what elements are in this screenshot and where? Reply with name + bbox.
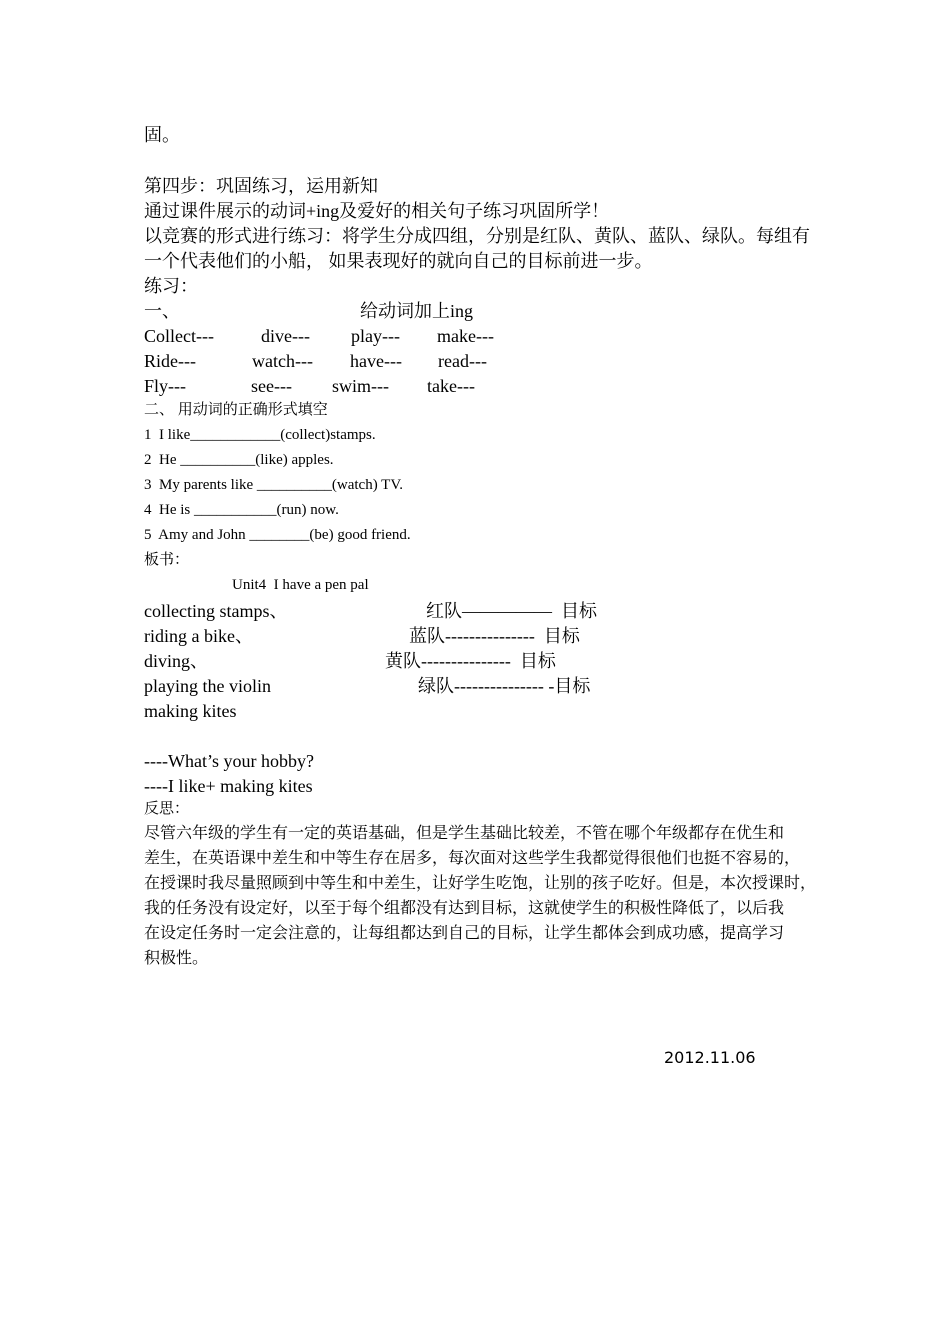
exercise-item: 1 I like____________(collect)stamps. bbox=[144, 427, 376, 443]
reflection-line: 在授课时我尽量照顾到中等生和中差生，让好学生吃饱，让别的孩子吃好。但是，本次授课时， bbox=[144, 875, 817, 892]
team-goal: 黄队--------------- 目标 bbox=[385, 651, 556, 671]
reflection-line: 差生，在英语课中差生和中等生存在居多，每次面对这些学生我都觉得很他们也挺不容易的， bbox=[144, 850, 801, 867]
exercise-item: 4 He is ___________(run) now. bbox=[144, 502, 339, 518]
exercise-title: 二、 用动词的正确形式填空 bbox=[144, 402, 328, 418]
board-unit-title: Unit4 I have a pen pal bbox=[232, 577, 369, 593]
exercise-item: 3 My parents like __________(watch) TV. bbox=[144, 477, 403, 493]
section-heading: 第四步：巩固练习，运用新知 bbox=[144, 176, 378, 196]
verb-cell: make--- bbox=[437, 326, 494, 346]
board-phrase: diving、 bbox=[144, 651, 209, 671]
team-goal: 绿队--------------- -目标 bbox=[418, 676, 591, 696]
verb-cell: Ride--- bbox=[144, 351, 196, 371]
reflection-line: 积极性。 bbox=[144, 950, 209, 967]
team-goal: 红队————— 目标 bbox=[426, 601, 597, 621]
board-phrase: playing the violin bbox=[144, 676, 271, 696]
text-line: 固。 bbox=[144, 125, 180, 145]
board-phrase: collecting stamps、 bbox=[144, 601, 288, 621]
text-line: 一个代表他们的小船， 如果表现好的就向自己的目标前进一步。 bbox=[144, 251, 653, 271]
verb-cell: have--- bbox=[350, 351, 402, 371]
verb-cell: swim--- bbox=[332, 376, 389, 396]
board-label: 板书： bbox=[144, 552, 190, 568]
verb-cell: read--- bbox=[438, 351, 487, 371]
verb-cell: play--- bbox=[351, 326, 400, 346]
reflection-line: 我的任务没有设定好，以至于每个组都没有达到目标，这就使学生的积极性降低了，以后我 bbox=[144, 900, 785, 917]
board-question: ----What’s your hobby? bbox=[144, 751, 314, 771]
verb-cell: see--- bbox=[251, 376, 292, 396]
verb-cell: dive--- bbox=[261, 326, 310, 346]
date-stamp: 2012.11.06 bbox=[664, 1048, 756, 1067]
verb-cell: take--- bbox=[427, 376, 475, 396]
board-phrase: making kites bbox=[144, 701, 237, 721]
verb-cell: Collect--- bbox=[144, 326, 214, 346]
exercise-item: 2 He __________(like) apples. bbox=[144, 452, 334, 468]
board-phrase: riding a bike、 bbox=[144, 626, 253, 646]
exercise-item: 5 Amy and John ________(be) good friend. bbox=[144, 527, 411, 543]
verb-cell: Fly--- bbox=[144, 376, 186, 396]
exercise-number: 一、 bbox=[144, 301, 180, 321]
reflection-label: 反思： bbox=[144, 801, 190, 817]
team-goal: 蓝队--------------- 目标 bbox=[409, 626, 580, 646]
reflection-line: 尽管六年级的学生有一定的英语基础，但是学生基础比较差，不管在哪个年级都存在优生和 bbox=[144, 825, 785, 842]
text-line: 通过课件展示的动词+ing及爱好的相关句子练习巩固所学！ bbox=[144, 201, 610, 221]
reflection-line: 在设定任务时一定会注意的，让每组都达到自己的目标，让学生都体会到成功感，提高学习 bbox=[144, 925, 785, 942]
verb-cell: watch--- bbox=[252, 351, 313, 371]
exercise-title: 给动词加上ing bbox=[360, 301, 474, 321]
text-line: 练习： bbox=[144, 276, 198, 296]
board-answer: ----I like+ making kites bbox=[144, 776, 313, 796]
text-line: 以竞赛的形式进行练习：将学生分成四组，分别是红队、黄队、蓝队、绿队。每组有 bbox=[144, 226, 810, 246]
